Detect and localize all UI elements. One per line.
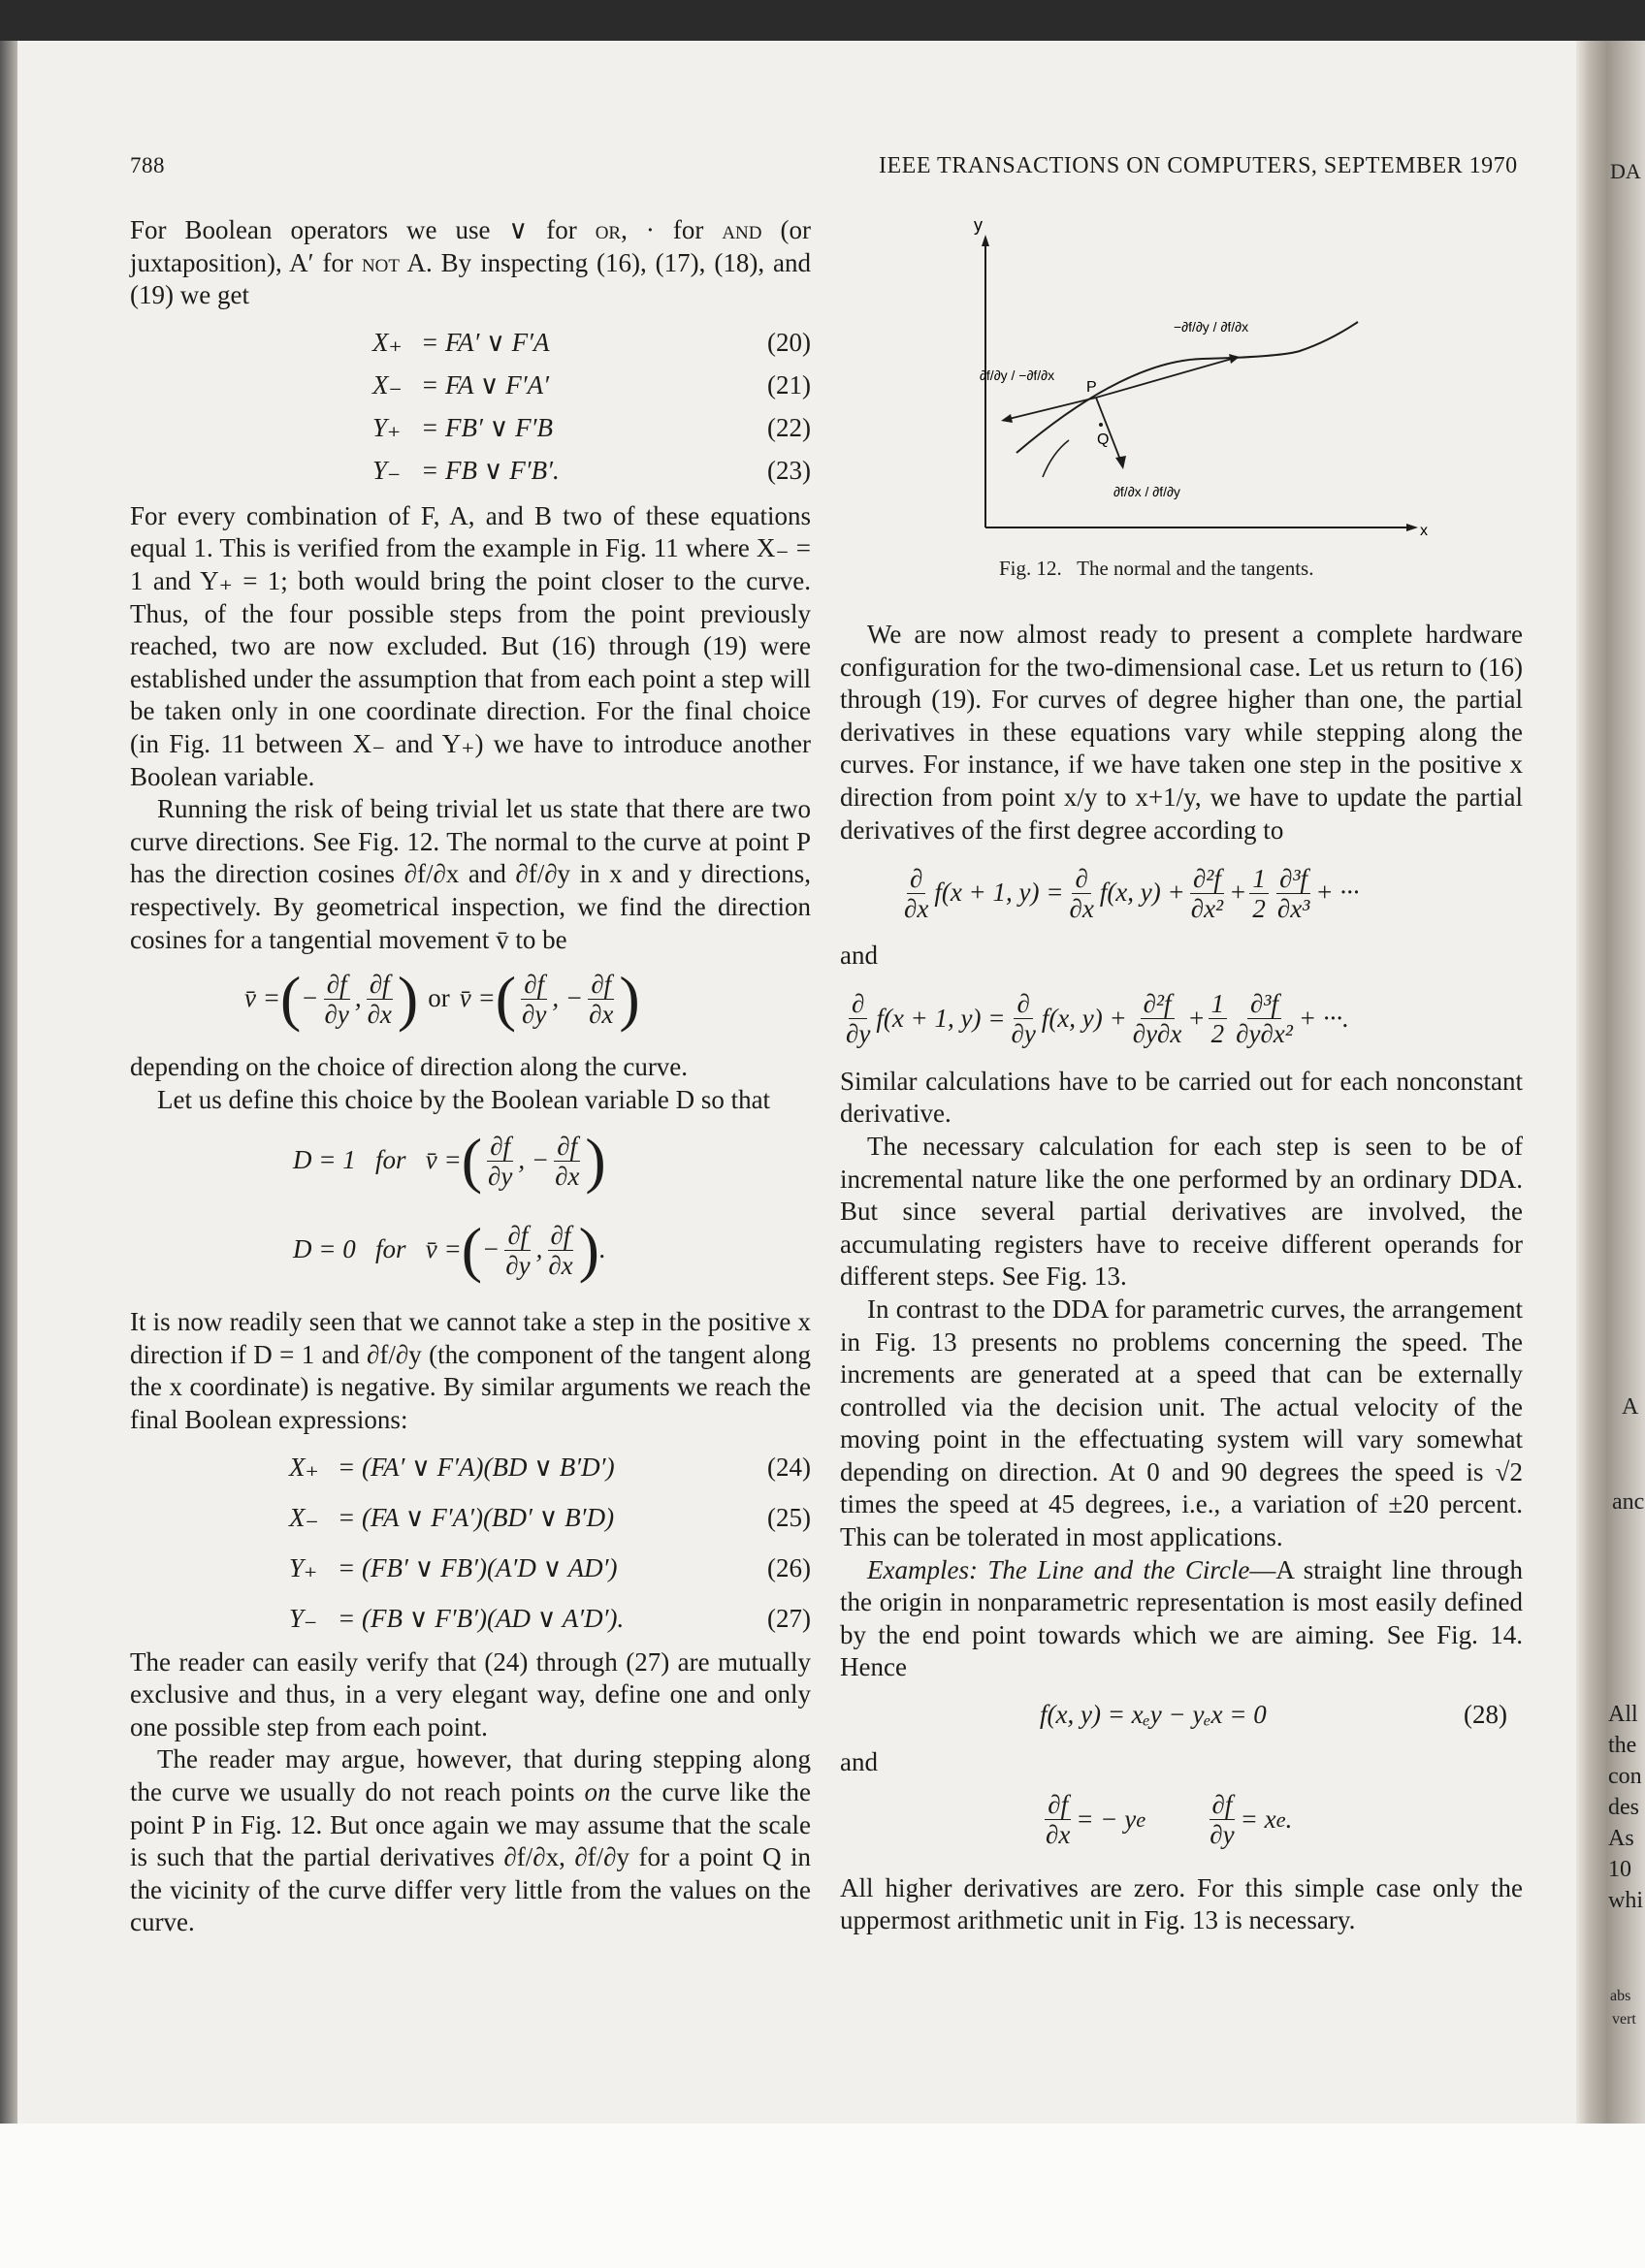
edge-fragment: the — [1608, 1733, 1637, 1758]
paragraph: Running the risk of being trivial let us state that there are two curve directions. See Fig. 12. The normal to the curve at point P has the direction cosines ∂f/∂x and ∂f/∂y in x and y directions, respectively. By geometrical inspection, we find the direction cosines for a tangential movement v̄ to be — [130, 794, 811, 954]
figure-label-left: ∂f/∂y / −∂f/∂x — [980, 367, 1055, 383]
paragraph: We are now almost ready to present a complete hardware configuration for the two-dimensional case. Let us return to (16) through (19). For curves of degree higher than one, the partial derivatives in these equations vary while stepping along the curves. For instance, if we have taken one step in the positive x direction from point x/y to x+1/y, we have to update the partial derivatives of the first degree according to — [840, 620, 1523, 845]
figure-point-q: Q — [1097, 431, 1110, 448]
equation: X₋ = (FA ∨ F′A′)(BD′ ∨ B′D) (25) — [289, 1502, 811, 1532]
paragraph: The reader may argue, however, that during stepping along the curve we usually do not reach points on the curve like the point P in Fig. 12. But once again we may assume that the scale is such that the partial derivatives ∂f/∂x, ∂f/∂y for a point Q in the vicinity of the curve differ very little from the values on the curve. — [130, 1744, 811, 1937]
equation-tangent: v̄ = ( − $\frac{\partial f}{\partial y}$ , $\frac{\partial f}{\partial x}$ ) or v̄ = ( $\frac{\partial f}{\partial y}$ , − $\frac{\partial f}{\partial x}$ ) — [244, 964, 640, 1034]
equation: Y₊ = FB′ ∨ F′B (22) — [372, 412, 811, 442]
paragraph: The reader can easily verify that (24) through (27) are mutually exclusive and thus, in a very elegant way, define one and only one possible step from each point. — [130, 1646, 811, 1741]
equation-block-24-27 — [130, 1443, 811, 1645]
paragraph: For every combination of F, A, and B two of these equations equal 1. This is verified from the example in Fig. 11 where X₋ = 1 and Y₊ = 1; both would bring the point closer to the curve. Thus, of the four possible steps from the point previously reached, two are now excluded. But (16) through (19) were established under the assumption that from each point a step will be taken only in one coordinate direction. For the final choice (in Fig. 11 between X₋ and Y₊) we have to introduce another Boolean variable. — [130, 500, 811, 791]
edge-fragment: A — [1622, 1394, 1639, 1420]
equation-28: f(x, y) = xₑy − yₑx = 0 (28) — [1040, 1700, 1507, 1730]
figure-point-p: P — [1086, 379, 1097, 396]
paragraph: For Boolean operators we use ∨ for or, · for and (or juxtaposition), A′ for not A. By inspecting (16), (17), (18), and (19) we get — [130, 215, 811, 310]
connective-and: and — [840, 941, 878, 971]
equation-d0: D = 0 for v̄ = ( − $\frac{\partial f}{\partial y}$ , $\frac{\partial f}{\partial x}$ ) . — [293, 1215, 606, 1285]
edge-fragment: DA — [1610, 159, 1641, 183]
figure-12 — [960, 215, 1426, 584]
paragraph: Let us define this choice by the Boolean variable D so that — [157, 1084, 771, 1114]
connective-and: and — [840, 1747, 878, 1777]
edge-fragment: des — [1608, 1795, 1639, 1820]
equation-d1: D = 1 for v̄ = ( $\frac{\partial f}{\partial y}$ , − $\frac{\partial f}{\partial x}$ ) — [293, 1126, 606, 1196]
equation: X₋ = FA ∨ F′A′ (21) — [372, 369, 811, 399]
equation: Y₋ = (FB ∨ F′B′)(AD ∨ A′D′). (27) — [289, 1603, 811, 1633]
paragraph: It is now readily seen that we cannot take a step in the positive x direction if D = 1 and ∂f/∂y (the component of the tangent along the x coordinate) is negative. By similar arguments we reach the final Boolean expressions: — [130, 1307, 811, 1435]
figure-12-diagram — [960, 215, 1426, 545]
edge-fragment: abs — [1610, 1988, 1631, 2004]
equation-block-20-23 — [130, 322, 811, 493]
equation-partial-y: $\frac{\partial}{\partial y}$ f(x + 1, y) = $\frac{\partial}{\partial y}$ f(x, y) + $\frac{\text{∂²f}}{\partial y\partial x}$ + $\frac{1}{2}$ $\frac{\text{∂³f}}{\text{∂y∂x²}}$ + ···. — [846, 989, 1349, 1049]
edge-fragment: As — [1608, 1826, 1634, 1851]
edge-fragment: All — [1608, 1702, 1638, 1727]
equation: Y₋ = FB ∨ F′B′. (23) — [372, 455, 811, 485]
edge-fragment-column — [1608, 1699, 1643, 1916]
journal-year: 1970 — [1468, 153, 1518, 178]
equation-derivs: $\frac{\partial f}{\partial x}$ = − y e $\frac{\partial f}{\partial y}$ = x e . — [1046, 1790, 1293, 1850]
figure-caption: Fig. 12. The normal and the tangents. — [999, 557, 1314, 580]
paragraph: Similar calculations have to be carried out for each nonconstant derivative. — [840, 1066, 1523, 1129]
equation: X₊ = FA′ ∨ F′A (20) — [372, 327, 811, 357]
figure-label-bottom: ∂f/∂x / ∂f/∂y — [1113, 484, 1180, 499]
equation: X₊ = (FA′ ∨ F′A)(BD ∨ B′D′) (24) — [289, 1452, 811, 1482]
journal-title: IEEE TRANSACTIONS ON COMPUTERS, SEPTEMBER — [879, 153, 1464, 178]
paragraph: In contrast to the DDA for parametric curves, the arrangement in Fig. 13 presents no problems concerning the speed. The increments are generated at a speed that can be externally controlled via the decision unit. The actual velocity of the moving point in the effectuating system will vary somewhat depending on direction. At 0 and 90 degrees the speed is √2 times the speed at 45 degrees, i.e., a variation of ±20 percent. This can be tolerated in most applications. — [840, 1294, 1523, 1552]
edge-fragment: 10 — [1608, 1857, 1631, 1882]
equation: Y₊ = (FB′ ∨ FB′)(A′D ∨ AD′) (26) — [289, 1552, 811, 1582]
edge-fragment: vert — [1612, 2011, 1636, 2028]
figure-y-axis-label: y — [974, 215, 983, 235]
figure-label-top: −∂f/∂y / ∂f/∂x — [1174, 319, 1249, 335]
scan-left-border — [0, 41, 17, 2125]
right-column — [840, 619, 1523, 1937]
left-column — [130, 214, 811, 1939]
edge-fragment: anc — [1612, 1489, 1645, 1515]
figure-x-axis-label: x — [1420, 523, 1428, 539]
edge-fragment: con — [1608, 1764, 1642, 1789]
equation-partial-x: $\frac{\partial}{\partial x}$ f(x + 1, y) = $\frac{\partial}{\partial x}$ f(x, y) + $\frac{\text{∂²f}}{\text{∂x²}}$ + $\frac{1}{2}$ $\frac{\text{∂³f}}{\text{∂x³}}$ + ··· — [904, 863, 1360, 923]
paragraph: All higher derivatives are zero. For this simple case only the uppermost arithmetic unit in Fig. 13 is necessary. — [840, 1872, 1523, 1935]
paragraph: Examples: The Line and the Circle—A straight line through the origin in nonparametric representation is most easily defined by the end point towards which we are aiming. See Fig. 14. Hence — [840, 1554, 1523, 1682]
scan-bottom-margin — [0, 2124, 1645, 2268]
page-number: 788 — [130, 153, 165, 177]
edge-fragment: whi — [1608, 1888, 1643, 1913]
scan-top-border — [0, 0, 1645, 41]
paragraph: The necessary calculation for each step is seen to be of incremental nature like the one performed by an ordinary DDA. But since several partial derivatives are involved, the accumulating registers have to receive different operands for different steps. See Fig. 13. — [840, 1131, 1523, 1292]
running-header — [879, 153, 1518, 179]
paragraph: depending on the choice of direction along the curve. — [130, 1052, 689, 1082]
